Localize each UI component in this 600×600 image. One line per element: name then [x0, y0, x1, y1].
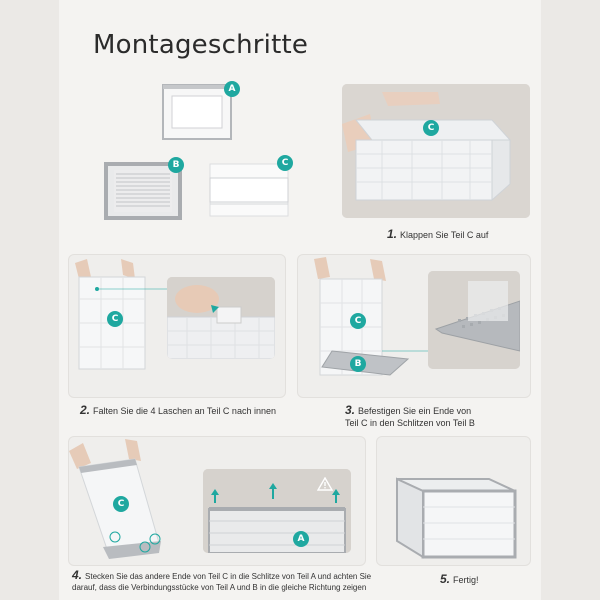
step-3-card: [297, 254, 531, 398]
step-2-caption: [80, 404, 276, 417]
step-3-text-line1: Befestigen Sie ein Ende von: [358, 406, 472, 416]
part-c-image: [208, 160, 290, 220]
step-3-badge-c: C: [350, 313, 366, 329]
warning-icon: [317, 477, 333, 491]
step-3-caption: [345, 404, 535, 429]
step-4-text-line1: Stecken Sie das andere Ende von Teil C in die Schlitze von Teil A und achten Sie: [85, 572, 372, 581]
part-a-image: [162, 84, 232, 140]
step-2-number: 2.: [80, 403, 91, 417]
step-1-caption: [387, 228, 488, 241]
step-3-text-line2: Teil C in den Schlitzen von Teil B: [345, 418, 475, 428]
step-4-text-line2: darauf, dass die Verbindungsstücke von Teil A und B in die gleiche Richtung zeigen: [72, 583, 367, 592]
step-4-number: 4.: [72, 568, 83, 582]
step-4-caption: [72, 570, 372, 593]
step-3-detail-photo: [428, 271, 520, 369]
step-1-photo: [342, 84, 530, 218]
step-5-card: [376, 436, 531, 566]
part-c-badge: C: [277, 155, 293, 171]
page-title: Montageschritte: [93, 30, 309, 60]
step-4-card: [68, 436, 366, 566]
step-3-number: 3.: [345, 403, 356, 417]
step-2-badge: C: [107, 311, 123, 327]
step-3-badge-b: B: [350, 356, 366, 372]
step-5-number: 5.: [440, 572, 451, 586]
part-b-badge: B: [168, 157, 184, 173]
step-2-card: [68, 254, 286, 398]
step-5-text: Fertig!: [453, 575, 479, 585]
part-a-badge: A: [224, 81, 240, 97]
step-4-badge-c: C: [113, 496, 129, 512]
step-1-text: Klappen Sie Teil C auf: [400, 230, 489, 240]
step-5-caption: [440, 573, 479, 586]
step-1-badge: C: [423, 120, 439, 136]
step-2-text: Falten Sie die 4 Laschen an Teil C nach innen: [93, 406, 276, 416]
step-4-badge-a: A: [293, 531, 309, 547]
step-2-detail-photo: [167, 277, 275, 359]
step-1-number: 1.: [387, 227, 398, 241]
